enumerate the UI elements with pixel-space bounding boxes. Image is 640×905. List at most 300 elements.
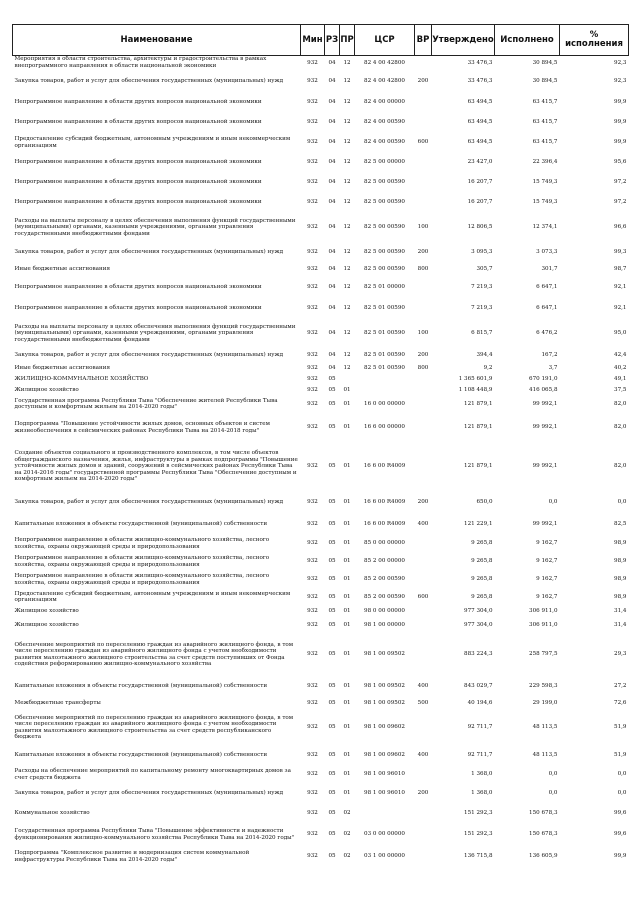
row-pr: 01 (343, 463, 351, 470)
row-percent: 0,0 (617, 771, 627, 778)
row-csr: 82 4 00 00590 (364, 119, 405, 126)
row-pr: 01 (343, 576, 351, 583)
row-approved: 9,2 (483, 364, 493, 371)
row-executed: 29 199,0 (532, 700, 558, 707)
row-csr: 82 4 00 42800 (364, 77, 405, 84)
row-name: Капитальные вложения в объекты государственной (муниципальной) собственности (14, 752, 268, 759)
row-executed: 6 647,1 (536, 283, 558, 290)
row-vr (415, 571, 432, 589)
row-csr: 82 5 00 00590 (364, 179, 405, 186)
row-min: 932 (307, 608, 318, 615)
row-executed: 99 992,1 (532, 521, 558, 528)
row-vr (415, 766, 432, 784)
row-percent: 51,9 (614, 752, 627, 759)
row-rz: 05 (328, 831, 336, 838)
table-row (13, 676, 629, 698)
table-row (13, 133, 629, 153)
row-pr: 12 (343, 77, 351, 84)
row-rz: 05 (328, 771, 336, 778)
row-name: Закупка товаров, работ и услуг для обеспечения государственных (муниципальных) нужд (14, 499, 284, 506)
row-csr: 82 5 01 00590 (364, 305, 405, 312)
row-vr (415, 299, 432, 319)
row-min: 932 (307, 159, 318, 166)
row-vr: 400 (417, 752, 429, 759)
table-row (13, 606, 629, 618)
row-approved: 977 304,0 (464, 622, 493, 629)
row-min: 932 (307, 386, 318, 393)
row-name: Непрограммное направление в области других вопросов национальной экономики (14, 199, 262, 206)
row-vr: 200 (417, 499, 429, 506)
row-name: ЖИЛИЩНО-КОММУНАЛЬНОЕ ХОЗЯЙСТВО (14, 375, 149, 382)
table-row (13, 299, 629, 319)
row-percent: 92,1 (614, 283, 627, 290)
row-executed: 63 415,7 (532, 119, 558, 126)
row-approved: 16 207,7 (467, 179, 493, 186)
row-vr (415, 385, 432, 396)
row-rz: 04 (328, 364, 336, 371)
row-csr: 16 6 00 R4009 (363, 521, 406, 528)
row-rz: 05 (328, 400, 336, 407)
table-row (13, 618, 629, 634)
row-min: 932 (307, 853, 318, 860)
row-vr (415, 553, 432, 571)
row-percent: 98,9 (614, 540, 627, 547)
row-rz: 04 (328, 59, 336, 66)
row-min: 932 (307, 683, 318, 690)
table-row (13, 710, 629, 746)
row-percent: 95,0 (614, 330, 627, 337)
table-row (13, 824, 629, 846)
row-vr: 200 (417, 249, 429, 256)
row-executed: 48 113,5 (532, 752, 558, 759)
row-name: Закупка товаров, работ и услуг для обеспечения государственных (муниципальных) нужд (14, 77, 284, 84)
row-approved: 3 095,3 (471, 249, 493, 256)
table-row (13, 571, 629, 589)
row-executed: 99 992,1 (532, 424, 558, 431)
row-min: 932 (307, 558, 318, 565)
row-pr: 01 (343, 386, 351, 393)
row-vr (415, 804, 432, 824)
row-executed: 416 065,8 (529, 386, 558, 393)
row-executed: 258 797,5 (529, 651, 558, 658)
row-vr: 200 (417, 77, 429, 84)
table-row (13, 535, 629, 553)
table-row (13, 385, 629, 396)
row-vr: 400 (417, 521, 429, 528)
row-min: 932 (307, 179, 318, 186)
row-csr (355, 374, 415, 385)
row-rz: 05 (328, 558, 336, 565)
row-pr: 12 (343, 139, 351, 146)
row-rz: 05 (328, 386, 336, 393)
row-name: Капитальные вложения в объекты государственной (муниципальной) собственности (14, 683, 268, 690)
row-pr: 01 (343, 499, 351, 506)
row-min: 932 (307, 99, 318, 106)
table-row (13, 515, 629, 535)
header-percent (560, 25, 629, 56)
row-min: 932 (307, 199, 318, 206)
row-vr (415, 535, 432, 553)
row-percent: 92,3 (614, 77, 627, 84)
table-row (13, 113, 629, 133)
row-name: Непрограммное направление в области других вопросов национальной экономики (14, 179, 262, 186)
row-pr: 12 (343, 249, 351, 256)
row-approved: 121 879,1 (464, 400, 493, 407)
row-min: 932 (307, 139, 318, 146)
row-min: 932 (307, 59, 318, 66)
row-approved: 121 879,1 (464, 424, 493, 431)
row-executed: 136 605,9 (529, 853, 558, 860)
row-percent: 82,5 (614, 521, 627, 528)
row-rz: 05 (328, 810, 336, 817)
row-executed: 150 678,3 (529, 810, 558, 817)
row-approved: 121 229,1 (464, 521, 493, 528)
row-vr (415, 606, 432, 618)
row-approved: 9 265,8 (471, 540, 493, 547)
row-rz: 05 (328, 651, 336, 658)
row-name: Непрограммное направление в области жилищно-коммунального хозяйства, лесного хозяйства, охраны окружающей среды и природопользования (14, 537, 270, 550)
row-min: 932 (307, 790, 318, 797)
row-percent: 97,2 (614, 199, 627, 206)
row-approved: 883 224,3 (464, 651, 493, 658)
row-approved: 63 494,5 (467, 99, 493, 106)
row-approved: 7 219,3 (471, 283, 493, 290)
row-pr: 12 (343, 305, 351, 312)
row-approved: 63 494,5 (467, 139, 493, 146)
table-row (13, 443, 629, 491)
row-name: Создание объектов социального и производственного комплексов, в том числе объектов общегражданского назначения, жилья, инфраструктуры в рамках подпрограммы "Повышение устойчивости жилых домов и зданий, сооружений в сейсмических районах Республики Тыва на 2014-2016 годы" государственной программы Республики Тыва "Обеспечение доступным и комфортным жильем на 2014-2020 годы" (14, 450, 298, 483)
row-min: 932 (307, 752, 318, 759)
row-name: Непрограммное направление в области других вопросов национальной экономики (14, 99, 262, 106)
row-csr: 98 1 00 96010 (364, 790, 405, 797)
row-executed: 9 162,7 (536, 558, 558, 565)
row-vr (415, 413, 432, 443)
header-name: Наименование (13, 25, 301, 56)
row-min: 932 (307, 593, 318, 600)
row-name: Подпрограмма "Комплексное развитие и модернизация систем коммунальной инфраструктуры Республики Тыва на 2014-2020 годы" (14, 850, 250, 863)
row-csr (355, 385, 415, 396)
row-rz: 04 (328, 224, 336, 231)
row-rz: 05 (328, 790, 336, 797)
row-min: 932 (307, 651, 318, 658)
row-csr: 82 4 00 00590 (364, 139, 405, 146)
row-rz: 04 (328, 199, 336, 206)
row-pr: 01 (343, 608, 351, 615)
row-pr: 12 (343, 364, 351, 371)
table-row (13, 746, 629, 766)
row-percent: 92,1 (614, 305, 627, 312)
row-rz: 05 (328, 622, 336, 629)
row-percent: 0,0 (617, 499, 627, 506)
table-body (13, 56, 629, 868)
table-row (13, 634, 629, 676)
row-csr: 03 1 00 00000 (364, 853, 405, 860)
row-pr: 12 (343, 224, 351, 231)
row-csr: 16 6 00 R4009 (363, 499, 406, 506)
row-min: 932 (307, 540, 318, 547)
table-row (13, 319, 629, 349)
row-rz: 05 (328, 608, 336, 615)
row-executed: 150 678,3 (529, 831, 558, 838)
row-executed: 167,2 (541, 352, 558, 359)
row-vr: 800 (417, 364, 429, 371)
row-name: Закупка товаров, работ и услуг для обеспечения государственных (муниципальных) нужд (14, 352, 284, 359)
row-csr: 82 5 01 00590 (364, 352, 405, 359)
row-pr: 12 (343, 330, 351, 337)
row-csr: 85 2 00 00590 (364, 593, 405, 600)
row-name: Расходы на выплаты персоналу в целях обеспечения выполнения функций государственными (муниципальными) органами, казенными учреждениями, органами управления государственными внебюджетными фондами (14, 323, 296, 343)
row-percent: 98,9 (614, 558, 627, 565)
row-vr (415, 193, 432, 213)
row-vr (415, 173, 432, 193)
row-pr: 01 (343, 683, 351, 690)
row-approved: 136 715,8 (464, 853, 493, 860)
header-rz: РЗ (325, 25, 340, 56)
row-approved: 16 207,7 (467, 199, 493, 206)
row-executed: 63 415,7 (532, 99, 558, 106)
header-percent-label: исполнения (565, 39, 623, 49)
header-csr: ЦСР (355, 25, 415, 56)
row-vr (415, 846, 432, 868)
row-csr: 82 5 01 00590 (364, 330, 405, 337)
row-csr: 98 1 00 00000 (364, 622, 405, 629)
row-rz: 05 (328, 540, 336, 547)
row-min: 932 (307, 249, 318, 256)
row-csr: 03 0 00 00000 (364, 831, 405, 838)
row-vr: 100 (417, 224, 429, 231)
row-pr: 01 (343, 400, 351, 407)
row-rz: 04 (328, 119, 336, 126)
row-vr: 100 (417, 330, 429, 337)
row-percent: 99,9 (614, 119, 627, 126)
row-pr: 02 (343, 831, 351, 838)
row-executed: 9 162,7 (536, 593, 558, 600)
row-rz: 05 (328, 463, 336, 470)
table-row (13, 173, 629, 193)
row-approved: 394,4 (476, 352, 493, 359)
table-row (13, 56, 629, 70)
row-name: Межбюджетные трансферты (14, 700, 101, 707)
row-percent: 82,0 (614, 400, 627, 407)
row-name: Непрограммное направление в области других вопросов национальной экономики (14, 159, 262, 166)
row-approved: 1 365 601,9 (458, 375, 493, 382)
row-vr (415, 443, 432, 491)
row-percent: 96,6 (614, 224, 627, 231)
row-executed: 99 992,1 (532, 463, 558, 470)
row-approved: 9 265,8 (471, 558, 493, 565)
row-approved: 92 711,7 (467, 724, 493, 731)
row-rz: 04 (328, 77, 336, 84)
row-csr: 16 6 00 00000 (364, 424, 405, 431)
row-pr: 01 (343, 540, 351, 547)
row-csr: 82 5 00 00590 (364, 224, 405, 231)
row-csr: 82 5 00 00590 (364, 249, 405, 256)
row-percent: 99,9 (614, 99, 627, 106)
row-pr: 01 (343, 771, 351, 778)
row-approved: 12 806,5 (467, 224, 493, 231)
row-name: Подпрограмма "Повышение устойчивости жилых домов, основных объектов и систем жизнеобеспечения в сейсмических районах Республики Тыва на 2014-2018 годы" (14, 421, 270, 434)
row-vr (415, 113, 432, 133)
row-pr: 01 (343, 622, 351, 629)
row-vr (415, 153, 432, 173)
table-row (13, 589, 629, 606)
row-approved: 1 108 448,9 (458, 386, 493, 393)
row-name: Государственная программа Республики Тыва "Повышение эффективности и надежности функционирования жилищно-коммунального хозяйства Республики Тыва на 2014-2020 годы" (14, 828, 295, 841)
row-min: 932 (307, 265, 318, 272)
row-rz: 05 (328, 724, 336, 731)
table-row (13, 243, 629, 263)
row-approved: 6 815,7 (471, 330, 493, 337)
row-csr: 98 1 00 09502 (364, 651, 405, 658)
row-percent: 95,6 (614, 159, 627, 166)
row-csr: 98 1 00 09602 (364, 724, 405, 731)
row-csr (355, 804, 415, 824)
row-executed: 3 073,3 (536, 249, 558, 256)
row-pr: 12 (343, 199, 351, 206)
row-executed: 301,7 (541, 265, 558, 272)
row-executed: 0,0 (548, 790, 558, 797)
row-name: Непрограммное направление в области других вопросов национальной экономики (14, 119, 262, 126)
row-csr: 82 5 00 00590 (364, 199, 405, 206)
row-executed: 15 749,3 (532, 179, 558, 186)
row-approved: 121 879,1 (464, 463, 493, 470)
table-row (13, 263, 629, 276)
row-percent: 98,7 (614, 265, 627, 272)
row-percent: 92,3 (614, 59, 627, 66)
row-vr (415, 374, 432, 385)
row-percent: 97,2 (614, 179, 627, 186)
row-percent: 37,5 (614, 386, 627, 393)
row-min: 932 (307, 119, 318, 126)
row-vr: 200 (417, 352, 429, 359)
row-rz: 04 (328, 330, 336, 337)
table-row (13, 698, 629, 710)
row-min: 932 (307, 831, 318, 838)
row-name: Жилищное хозяйство (14, 386, 79, 393)
row-approved: 1 368,0 (471, 771, 493, 778)
row-csr: 85 2 00 00590 (364, 576, 405, 583)
row-executed: 12 374,1 (532, 224, 558, 231)
row-min: 932 (307, 400, 318, 407)
row-approved: 23 427,0 (467, 159, 493, 166)
row-csr: 82 5 00 00000 (364, 159, 405, 166)
row-percent: 99,6 (614, 810, 627, 817)
row-name: Иные бюджетные ассигнования (14, 265, 110, 272)
row-executed: 15 749,3 (532, 199, 558, 206)
row-min: 932 (307, 700, 318, 707)
row-name: Непрограммное направление в области жилищно-коммунального хозяйства, лесного хозяйства, охраны окружающей среды и природопользования (14, 573, 270, 586)
row-min: 932 (307, 463, 318, 470)
row-csr: 98 1 00 09502 (364, 683, 405, 690)
table-row (13, 93, 629, 113)
row-csr: 98 1 00 09602 (364, 752, 405, 759)
table-row (13, 70, 629, 93)
row-executed: 6 476,2 (536, 330, 558, 337)
row-percent: 0,0 (617, 790, 627, 797)
row-percent: 99,9 (614, 139, 627, 146)
row-csr: 16 0 00 00000 (364, 400, 405, 407)
row-percent: 31,4 (614, 608, 627, 615)
row-rz: 05 (328, 853, 336, 860)
row-min: 932 (307, 771, 318, 778)
row-approved: 9 265,8 (471, 593, 493, 600)
row-vr (415, 396, 432, 413)
row-percent: 51,9 (614, 724, 627, 731)
row-approved: 33 476,3 (467, 59, 493, 66)
row-min: 932 (307, 283, 318, 290)
row-vr (415, 634, 432, 676)
table-row (13, 553, 629, 571)
row-vr (415, 276, 432, 299)
row-percent: 72,6 (614, 700, 627, 707)
row-min: 932 (307, 224, 318, 231)
row-approved: 650,0 (476, 499, 493, 506)
row-name: Расходы на выплаты персоналу в целях обеспечения выполнения функций государственными (муниципальными) органами, казенными учреждениями, органами управления государственными внебюджетными фондами (14, 217, 296, 237)
row-percent: 99,3 (614, 249, 627, 256)
row-executed: 0,0 (548, 499, 558, 506)
row-pr: 01 (343, 752, 351, 759)
row-vr (415, 618, 432, 634)
row-executed: 63 415,7 (532, 139, 558, 146)
row-rz: 04 (328, 265, 336, 272)
row-pr: 01 (343, 558, 351, 565)
row-executed: 3,7 (548, 364, 558, 371)
table-row (13, 766, 629, 784)
row-name: Капитальные вложения в объекты государственной (муниципальной) собственности (14, 521, 268, 528)
row-pr: 01 (343, 651, 351, 658)
table-row (13, 349, 629, 363)
table-row (13, 153, 629, 173)
row-pr: 12 (343, 99, 351, 106)
row-executed: 22 396,4 (532, 159, 558, 166)
row-vr: 800 (417, 265, 429, 272)
row-csr: 82 4 00 42800 (364, 59, 405, 66)
row-min: 932 (307, 424, 318, 431)
row-executed: 6 647,1 (536, 305, 558, 312)
row-rz: 04 (328, 305, 336, 312)
row-percent: 27,2 (614, 683, 627, 690)
row-name: Предоставление субсидий бюджетным, автономным учреждениям и иным некоммерческим организациям (14, 590, 291, 603)
row-executed: 306 911,0 (529, 622, 558, 629)
row-rz: 04 (328, 283, 336, 290)
table-row (13, 804, 629, 824)
table-row (13, 363, 629, 374)
row-rz: 04 (328, 99, 336, 106)
row-min: 932 (307, 499, 318, 506)
row-percent: 98,9 (614, 576, 627, 583)
row-pr: 01 (343, 424, 351, 431)
row-name: Непрограммное направление в области жилищно-коммунального хозяйства, лесного хозяйства, охраны окружающей среды и природопользования (14, 555, 270, 568)
row-executed: 0,0 (548, 771, 558, 778)
table-row (13, 213, 629, 243)
row-name: Обеспечение мероприятий по переселению граждан из аварийного жилищного фонда, в том числе переселению граждан из аварийного жилищного фонда с учетом необходимости развития малоэтажного жилищного строительства за счет средств республиканского бюджета (14, 714, 294, 740)
row-min: 932 (307, 330, 318, 337)
row-rz: 05 (328, 593, 336, 600)
header-vr: ВР (415, 25, 432, 56)
row-approved: 40 194,6 (467, 700, 493, 707)
table-row (13, 413, 629, 443)
row-percent: 40,2 (614, 364, 627, 371)
row-csr: 16 6 00 R4009 (363, 463, 406, 470)
header-percent-sign: % (589, 30, 599, 40)
row-executed: 9 162,7 (536, 540, 558, 547)
row-percent: 98,9 (614, 593, 627, 600)
row-approved: 7 219,3 (471, 305, 493, 312)
row-vr (415, 710, 432, 746)
row-pr: 01 (343, 724, 351, 731)
row-name: Коммунальное хозяйство (14, 810, 90, 817)
row-csr: 98 1 00 09502 (364, 700, 405, 707)
